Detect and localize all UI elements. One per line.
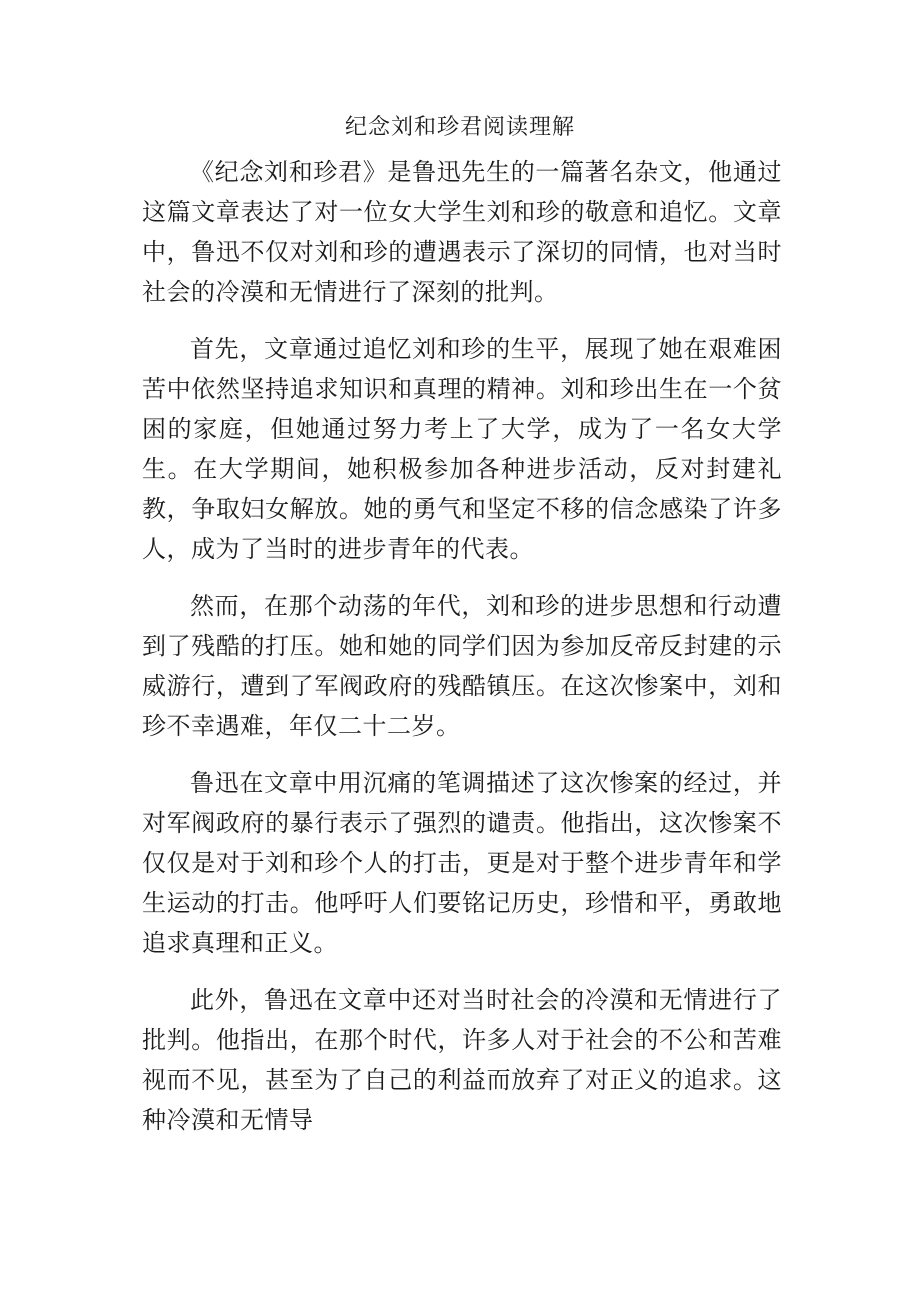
- paragraph-2: 首先，文章通过追忆刘和珍的生平，展现了她在艰难困苦中依然坚持追求知识和真理的精神。刘和珍出生在一个贫困的家庭，但她通过努力考上了大学，成为了一名女大学生。在大学期间，她积极参加各种进步活动，反对封建礼教，争取妇女解放。她的勇气和坚定不移的信念感染了许多人，成为了当时的进步青年的代表。: [142, 335, 782, 563]
- paragraph-1: 《纪念刘和珍君》是鲁迅先生的一篇著名杂文，他通过这篇文章表达了对一位女大学生刘和珍的敬意和追忆。文章中，鲁迅不仅对刘和珍的遭遇表示了深切的同情，也对当时社会的冷漠和无情进行了深刻的批判。: [142, 158, 782, 306]
- article-body: [142, 152, 782, 1157]
- paragraph-5: 此外，鲁迅在文章中还对当时社会的冷漠和无情进行了批判。他指出，在那个时代，许多人对于社会的不公和苦难视而不见，甚至为了自己的利益而放弃了对正义的追求。这种冷漠和无情导: [142, 986, 782, 1134]
- paragraph-3: 然而，在那个动荡的年代，刘和珍的进步思想和行动遭到了残酷的打压。她和她的同学们因为参加反帝反封建的示威游行，遭到了军阀政府的残酷镇压。在这次惨案中，刘和珍不幸遇难，年仅二十二岁。: [142, 592, 782, 740]
- page-title: 纪念刘和珍君阅读理解: [344, 115, 575, 140]
- paragraph-4: 鲁迅在文章中用沉痛的笔调描述了这次惨案的经过，并对军阀政府的暴行表示了强烈的谴责。他指出，这次惨案不仅仅是对于刘和珍个人的打击，更是对于整个进步青年和学生运动的打击。他呼吁人们要铭记历史，珍惜和平，勇敢地追求真理和正义。: [142, 769, 782, 957]
